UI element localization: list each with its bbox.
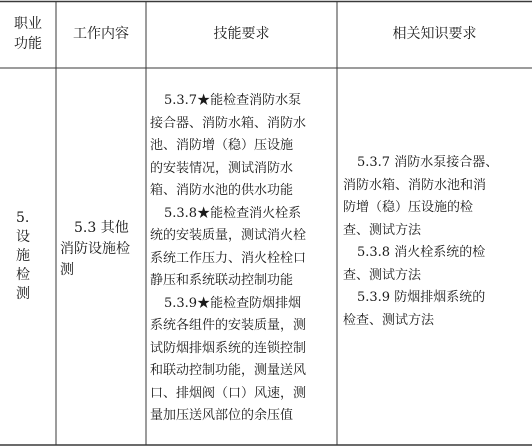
header-knowledge-requirements: 相关知识要求 bbox=[392, 26, 477, 42]
work-content-cell bbox=[60, 218, 144, 281]
knowledge-line: 检查、测试方法 bbox=[343, 312, 435, 328]
skill-line: 接合器、消防水箱、消防水 bbox=[150, 115, 307, 131]
function-line: 测 bbox=[16, 286, 30, 302]
knowledge-line: 消防水箱、消防水池和消 bbox=[343, 177, 487, 193]
knowledge-line: 查、测试方法 bbox=[343, 222, 422, 238]
skill-requirements-cell bbox=[150, 90, 334, 428]
skill-line: 5.3.8★能检查消火栓系 bbox=[164, 205, 302, 221]
skill-line: 系统各组件的安装质量，测 bbox=[150, 318, 307, 333]
work-content-line: 5.3 其他 bbox=[74, 220, 129, 236]
function-line: 施 bbox=[16, 248, 30, 264]
knowledge-line: 5.3.8 消火栓系统的检 bbox=[357, 245, 486, 260]
skill-line: 统的安装质量，测试消火栓 bbox=[150, 228, 307, 243]
knowledge-line: 防增（稳）压设施的检 bbox=[343, 200, 474, 215]
header-function-line2: 功能 bbox=[14, 36, 42, 52]
header-function-line1: 职业 bbox=[14, 16, 42, 32]
skill-line: 静压和系统联动控制功能 bbox=[150, 273, 294, 288]
skill-line: 的安装情况，测试消防水 bbox=[150, 160, 294, 176]
knowledge-line: 5.3.9 防烟排烟系统的 bbox=[357, 290, 486, 305]
function-line: 5. bbox=[16, 210, 30, 226]
skill-line: 试防烟排烟系统的连锁控制 bbox=[150, 340, 307, 356]
work-content-line: 消防设施检 bbox=[60, 241, 130, 257]
knowledge-line: 查、测试方法 bbox=[343, 267, 422, 283]
header-function bbox=[0, 14, 56, 54]
skill-line: 和联动控制功能，测量送风 bbox=[150, 363, 307, 378]
header-work-content: 工作内容 bbox=[73, 26, 129, 42]
skill-line: 池、消防增（稳）压设施 bbox=[150, 138, 294, 153]
knowledge-requirements-cell bbox=[343, 152, 529, 332]
skill-line: 系统工作压力、消火栓栓口 bbox=[150, 250, 307, 266]
skill-line: 5.3.9★能检查防烟排烟 bbox=[164, 295, 302, 311]
header-skill-requirements: 技能要求 bbox=[213, 26, 270, 42]
function-line: 设 bbox=[16, 229, 30, 245]
skill-line: 量加压送风部位的余压值 bbox=[150, 408, 294, 423]
skill-line: 口、排烟阀（口）风速，测 bbox=[150, 385, 307, 401]
skill-line: 箱、消防水池的供水功能 bbox=[150, 183, 294, 198]
knowledge-line: 5.3.7 消防水泵接合器、 bbox=[357, 155, 499, 170]
function-line: 检 bbox=[16, 267, 30, 283]
skill-line: 5.3.7★能检查消防水泵 bbox=[164, 93, 302, 108]
function-cell bbox=[16, 209, 50, 304]
work-content-line: 测 bbox=[60, 262, 74, 278]
